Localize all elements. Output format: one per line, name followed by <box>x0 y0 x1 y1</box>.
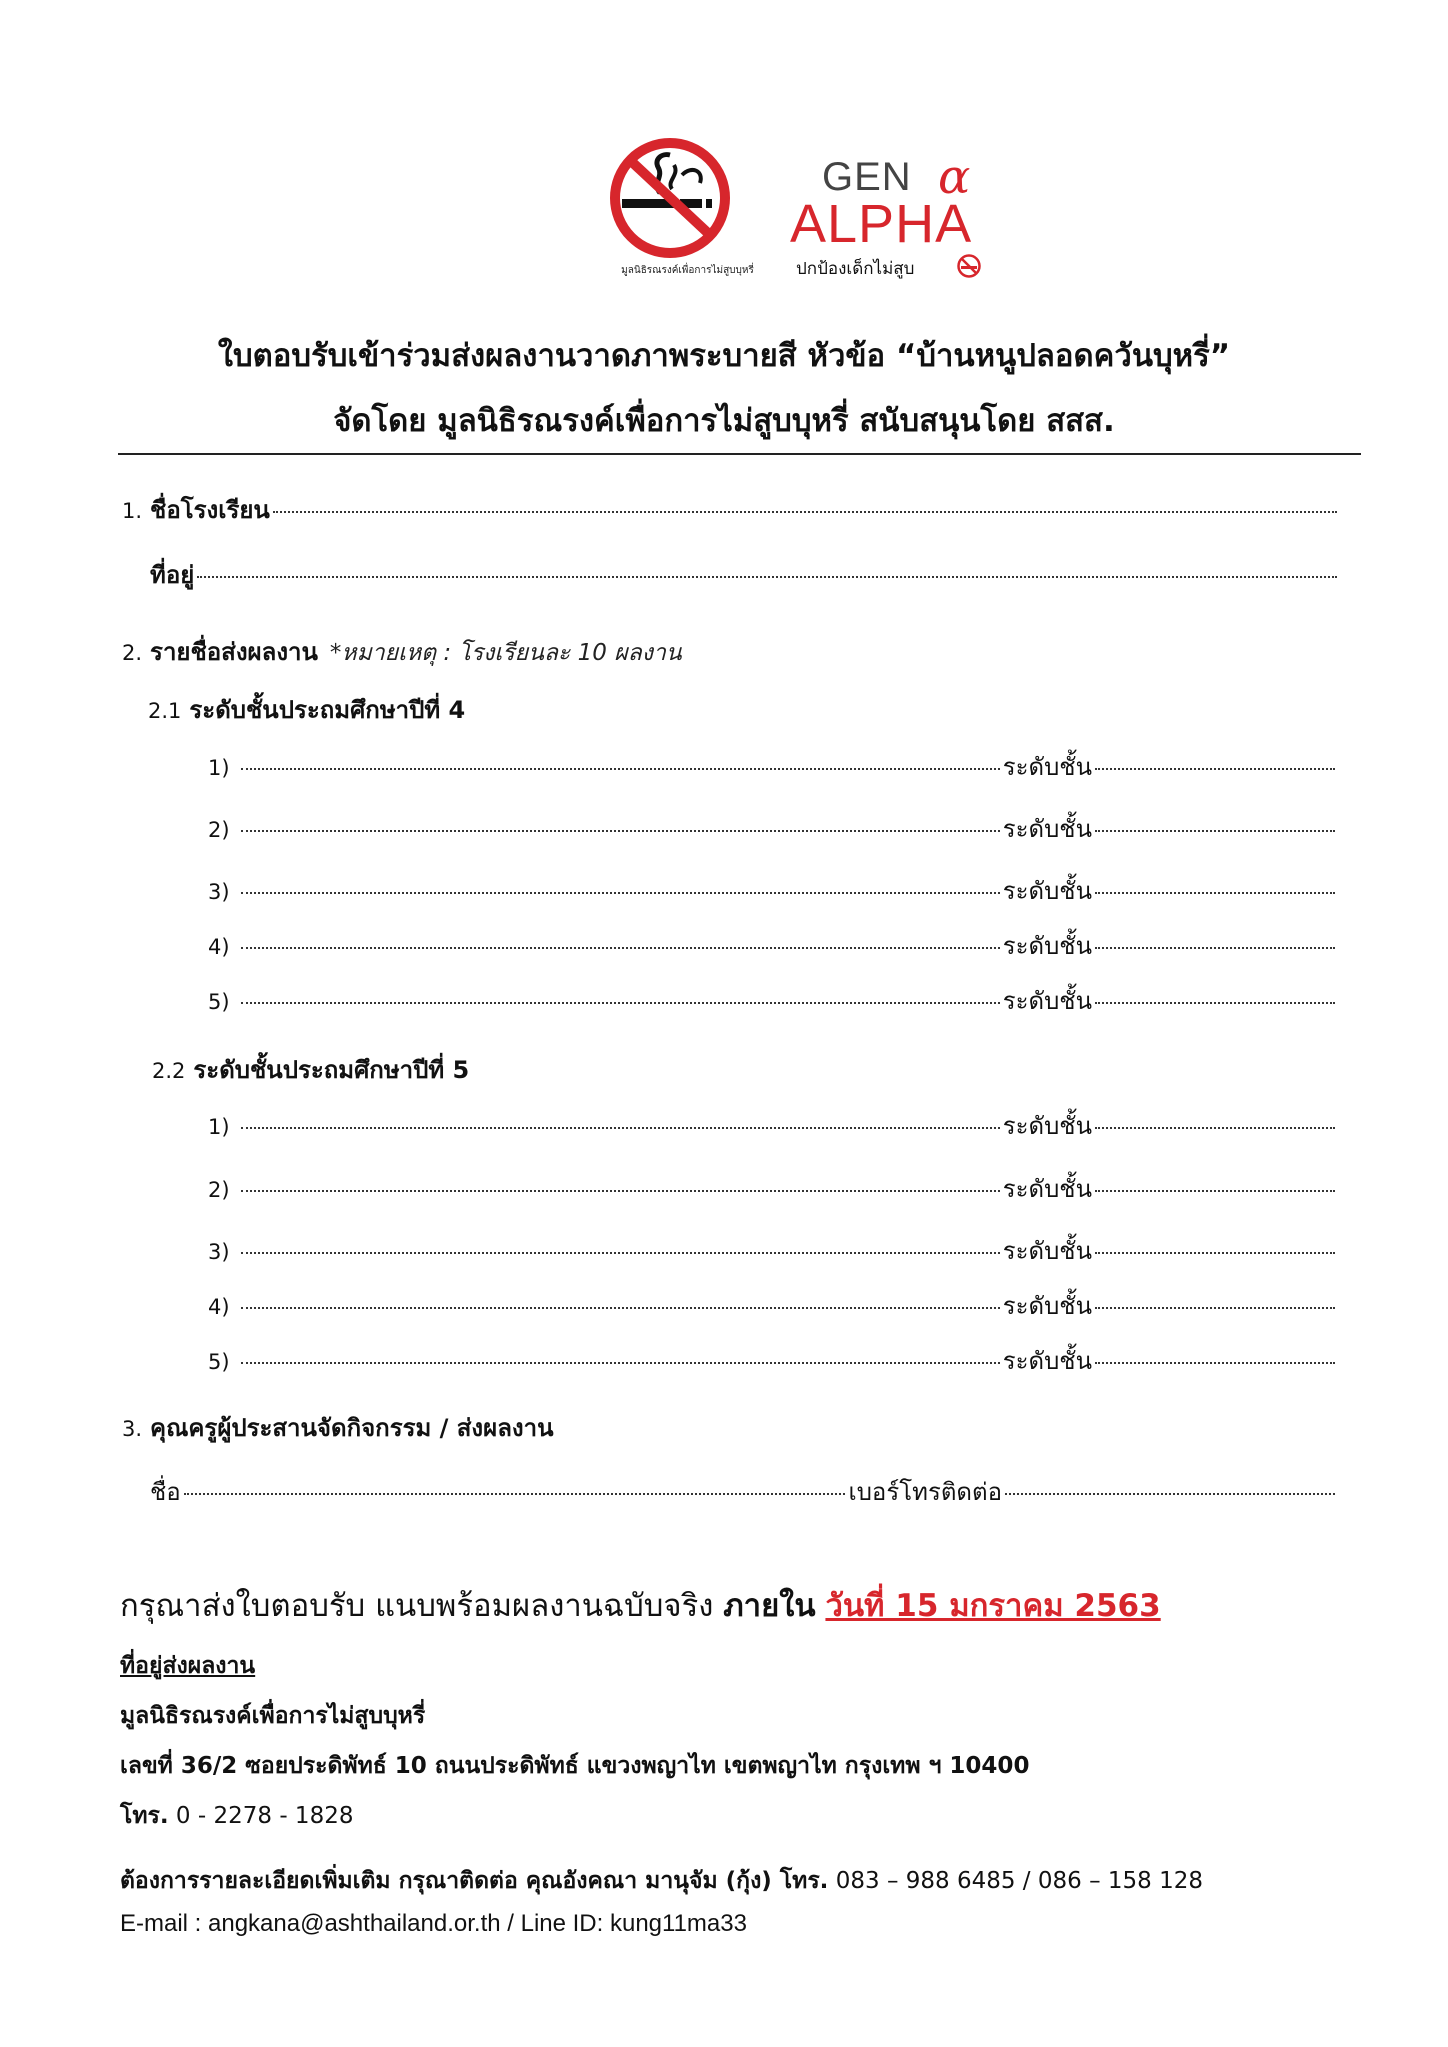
level-field[interactable] <box>1095 1190 1335 1192</box>
ash-thailand-logo <box>600 135 760 285</box>
entry-number: 3) <box>208 880 230 904</box>
entry-row <box>208 809 1338 848</box>
section-number: 3. <box>122 1417 143 1441</box>
contact-text: ต้องการรายละเอียดเพิ่มเติม กรุณาติดต่อ คุณอังคณา มานุจัม (กุ้ง) โทร. <box>120 1868 829 1894</box>
group-title: ระดับชั้นประถมศึกษาปีที่ 5 <box>193 1056 470 1084</box>
level-label: ระดับชั้น <box>1002 1347 1092 1375</box>
deadline-line <box>120 1580 1161 1630</box>
entry-row <box>208 1286 1338 1325</box>
ash-logo-caption: มูลนิธิรณรงค์เพื่อการไม่สูบบุหรี่ <box>621 265 754 276</box>
level-field[interactable] <box>1095 1002 1335 1004</box>
entry-number: 3) <box>208 1240 230 1264</box>
org-phone: 0 - 2278 - 1828 <box>175 1803 354 1829</box>
level-field[interactable] <box>1095 830 1335 832</box>
level-field[interactable] <box>1095 1252 1335 1254</box>
level-label: ระดับชั้น <box>1002 753 1092 781</box>
header-divider <box>118 453 1361 455</box>
coordinator-name-label: ชื่อ <box>150 1478 181 1506</box>
level-field[interactable] <box>1095 1362 1335 1364</box>
entries-header-row <box>122 632 682 671</box>
coordinator-name-field[interactable] <box>184 1493 846 1495</box>
coordinator-phone-label: เบอร์โทรติดต่อ <box>848 1478 1002 1506</box>
entry-number: 5) <box>208 990 230 1014</box>
student-name-field[interactable] <box>241 1002 1000 1004</box>
gen-prefix-text: GEN <box>822 155 912 199</box>
form-subtitle: จัดโดย มูลนิธิรณรงค์เพื่อการไม่สูบบุหรี่ สนับสนุนโดย สสส. <box>333 403 1115 439</box>
level-label: ระดับชั้น <box>1002 987 1092 1015</box>
group-title: ระดับชั้นประถมศึกษาปีที่ 4 <box>189 696 466 724</box>
mini-no-smoking-icon <box>956 253 982 279</box>
school-name-label: ชื่อโรงเรียน <box>150 496 270 524</box>
student-name-field[interactable] <box>241 892 1000 894</box>
student-name-field[interactable] <box>241 768 1000 770</box>
entry-row <box>208 926 1338 965</box>
section-number: 2. <box>122 641 143 665</box>
entry-number: 4) <box>208 1295 230 1319</box>
level-field[interactable] <box>1095 1127 1335 1129</box>
gen-alpha-tagline: ปกป้องเด็กไม่สูบ <box>796 259 915 279</box>
school-name-field[interactable] <box>273 511 1337 513</box>
org-phone-label: โทร. <box>120 1803 169 1829</box>
level-label: ระดับชั้น <box>1002 1175 1092 1203</box>
student-name-field[interactable] <box>241 1190 1000 1192</box>
student-name-field[interactable] <box>241 830 1000 832</box>
alpha-word-text: ALPHA <box>790 194 973 254</box>
group-heading-grade4 <box>148 690 465 729</box>
coordinator-row <box>150 1472 1338 1511</box>
coordinator-phone-field[interactable] <box>1005 1493 1335 1495</box>
deadline-within: ภายใน <box>723 1588 816 1624</box>
school-name-row <box>122 490 1340 529</box>
level-field[interactable] <box>1095 1307 1335 1309</box>
level-label: ระดับชั้น <box>1002 1237 1092 1265</box>
student-name-field[interactable] <box>241 947 1000 949</box>
student-name-field[interactable] <box>241 1127 1000 1129</box>
address-row <box>150 555 1340 594</box>
group-number: 2.1 <box>148 699 182 723</box>
address-label: ที่อยู่ <box>150 561 195 589</box>
alpha-glyph: α <box>938 149 971 205</box>
student-name-field[interactable] <box>241 1307 1000 1309</box>
entry-row <box>208 1106 1338 1145</box>
coordinator-header-row <box>122 1408 554 1447</box>
email-line[interactable]: E-mail : angkana@ashthailand.or.th / Line ID: kung11ma33 <box>120 1910 747 1937</box>
entry-number: 4) <box>208 935 230 959</box>
level-field[interactable] <box>1095 892 1335 894</box>
coordinator-label: คุณครูผู้ประสานจัดกิจกรรม / ส่งผลงาน <box>150 1414 554 1442</box>
group-heading-grade5 <box>152 1050 469 1089</box>
level-field[interactable] <box>1095 768 1335 770</box>
org-name: มูลนิธิรณรงค์เพื่อการไม่สูบบุหรี่ <box>120 1703 426 1729</box>
section-number: 1. <box>122 499 143 523</box>
student-name-field[interactable] <box>241 1362 1000 1364</box>
gen-alpha-logo <box>780 149 1000 285</box>
form-title: ใบตอบรับเข้าร่วมส่งผลงานวาดภาพระบายสี หัวข้อ “บ้านหนูปลอดควันบุหรี่” <box>217 338 1231 374</box>
entries-note: *หมายเหตุ : โรงเรียนละ 10 ผลงาน <box>329 640 682 666</box>
contact-phones: 083 – 988 6485 / 086 – 158 128 <box>835 1868 1204 1894</box>
entry-number: 2) <box>208 1178 230 1202</box>
org-address: เลขที่ 36/2 ซอยประดิพัทธ์ 10 ถนนประดิพัทธ์ แขวงพญาไท เขตพญาไท กรุงเทพ ฯ 10400 <box>120 1753 1030 1779</box>
entry-row <box>208 871 1338 910</box>
level-label: ระดับชั้น <box>1002 815 1092 843</box>
entry-number: 1) <box>208 756 230 780</box>
deadline-date: วันที่ 15 มกราคม 2563 <box>825 1588 1161 1624</box>
level-label: ระดับชั้น <box>1002 1112 1092 1140</box>
no-smoking-icon <box>600 135 760 260</box>
entry-row <box>208 747 1338 786</box>
entry-number: 5) <box>208 1350 230 1374</box>
address-field[interactable] <box>197 576 1337 578</box>
address-heading: ที่อยู่ส่งผลงาน <box>120 1653 256 1679</box>
entry-number: 1) <box>208 1115 230 1139</box>
level-label: ระดับชั้น <box>1002 877 1092 905</box>
entry-row <box>208 981 1338 1020</box>
student-name-field[interactable] <box>241 1252 1000 1254</box>
level-field[interactable] <box>1095 947 1335 949</box>
level-label: ระดับชั้น <box>1002 932 1092 960</box>
entry-row <box>208 1169 1338 1208</box>
group-number: 2.2 <box>152 1059 186 1083</box>
entry-row <box>208 1341 1338 1380</box>
deadline-prefix: กรุณาส่งใบตอบรับ แนบพร้อมผลงานฉบับจริง <box>120 1588 714 1624</box>
level-label: ระดับชั้น <box>1002 1292 1092 1320</box>
entry-row <box>208 1231 1338 1270</box>
org-phone-line <box>120 1798 353 1834</box>
entry-number: 2) <box>208 818 230 842</box>
entries-label: รายชื่อส่งผลงาน <box>150 638 318 666</box>
contact-line <box>120 1863 1203 1899</box>
